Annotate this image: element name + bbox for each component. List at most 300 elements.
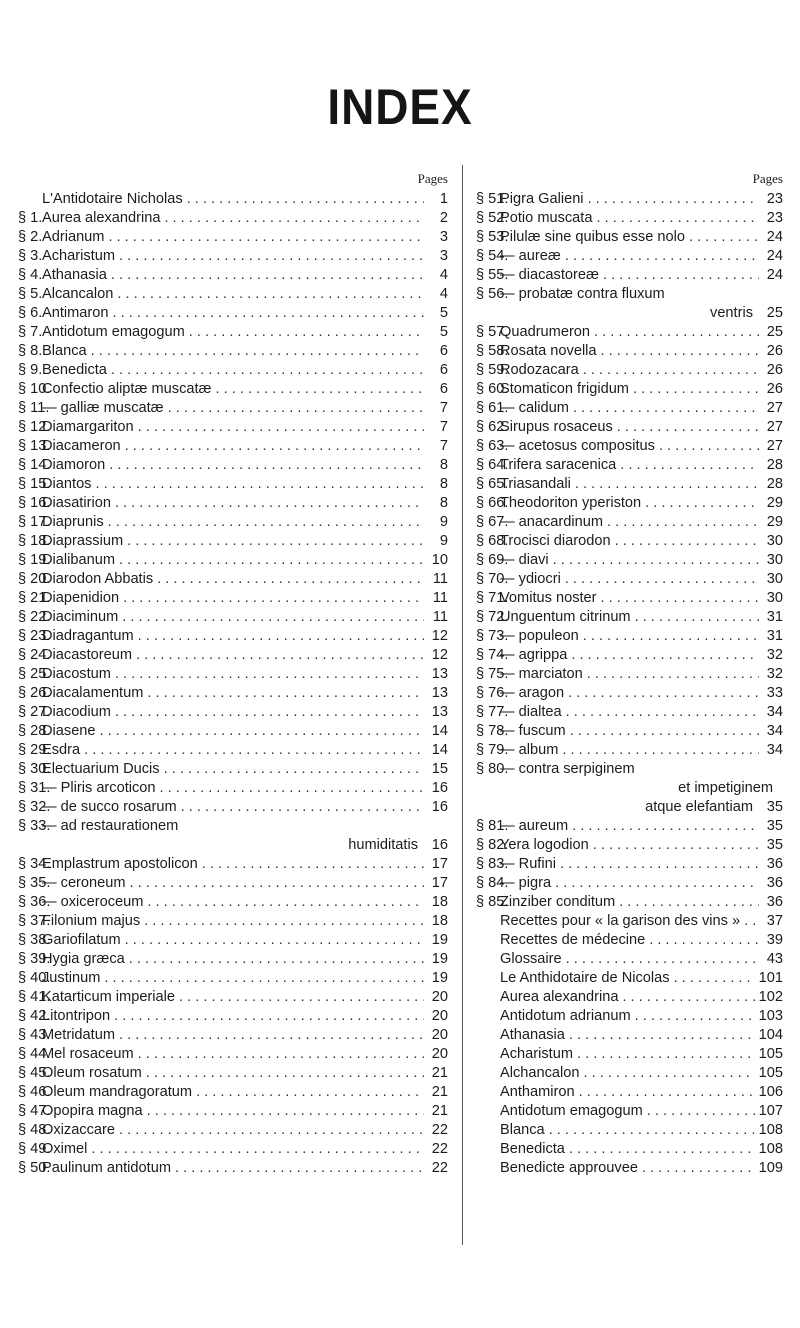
entry-name: — aureum [500,818,569,834]
page-number: 34 [766,723,783,739]
dot-leader [575,475,759,494]
index-entry [18,1083,448,1102]
index-entry [18,950,448,969]
entry-name: Diacameron [42,438,121,454]
index-entry [18,475,448,494]
index-entry [476,1064,783,1083]
dot-leader [601,589,759,608]
index-entry [18,228,448,247]
dot-leader [572,817,759,836]
index-entry [476,855,783,874]
page-number: 105 [758,1046,783,1062]
entry-name: humiditatis [348,837,418,853]
section-number: § 23. [18,628,51,644]
entry-name: Diapenidion [42,590,120,606]
section-number: § 1. [18,210,43,226]
index-entry [18,190,448,209]
dot-leader [130,874,424,893]
dot-leader [125,437,424,456]
index-entry [476,380,783,399]
dot-leader [615,532,759,551]
section-number: § 18. [18,533,51,549]
page-number: 13 [431,685,448,701]
entry-name: Electuarium Ducis [42,761,160,777]
section-number: § 29. [18,742,51,758]
index-entry [18,532,448,551]
index-entry [18,247,448,266]
page-number: 31 [766,609,783,625]
entry-name: — aureæ [500,248,561,264]
section-number: § 38. [18,932,51,948]
entry-name: et impetiginem [678,780,773,796]
index-entry [18,513,448,532]
page-number: 6 [439,362,448,378]
section-number: § 36. [18,894,51,910]
page-number: 108 [758,1141,783,1157]
section-number: § 43. [18,1027,51,1043]
index-entry [476,361,783,380]
section-number: § 10. [18,381,51,397]
index-entry [18,570,448,589]
page-number: 12 [431,628,448,644]
dot-leader [164,209,424,228]
dot-leader [566,950,759,969]
index-entry [476,228,783,247]
index-entry [18,741,448,760]
dot-leader [181,798,424,817]
entry-name: Benedicta [42,362,107,378]
page-number: 13 [431,666,448,682]
page-number: 33 [766,685,783,701]
entry-name: Diarodon Abbatis [42,571,154,587]
page-number: 34 [766,742,783,758]
section-number: § 13. [18,438,51,454]
page-number: 8 [439,457,448,473]
page-number: 20 [431,1046,448,1062]
entry-name: Diamargariton [42,419,134,435]
index-entry [476,285,783,304]
dot-leader [579,1083,755,1102]
section-number: § 83. [476,856,509,872]
dot-leader [117,285,424,304]
dot-leader [129,950,424,969]
section-number: § 68. [476,533,509,549]
dot-leader [119,247,424,266]
dot-leader [189,323,424,342]
entry-name: — ceroneum [42,875,126,891]
page-number: 23 [766,210,783,226]
index-entry-continuation [476,798,783,817]
dot-leader [179,988,424,1007]
index-entry [476,646,783,665]
index-entry [18,589,448,608]
page-number: 35 [766,818,783,834]
index-entry [476,684,783,703]
index-entry [18,1026,448,1045]
index-entry-continuation [476,304,783,323]
entry-name: Diaprassium [42,533,124,549]
entry-name: Diadragantum [42,628,134,644]
entry-name: Le Anthidotaire de Nicolas [500,970,670,986]
index-entry [18,798,448,817]
entry-name: atque elefantiam [645,799,753,815]
index-entry [18,304,448,323]
dot-leader [91,1140,424,1159]
page-number: 34 [766,704,783,720]
page-title: INDEX [327,79,473,135]
page-number: 6 [439,381,448,397]
index-entry [18,285,448,304]
page-number: 109 [758,1160,783,1176]
dot-leader [603,266,759,285]
pages-heading: Pages [417,171,448,186]
section-number: § 80. [476,761,509,777]
entry-name: Quadrumeron [500,324,591,340]
dot-leader [157,570,424,589]
index-entry [18,342,448,361]
section-number: § 21. [18,590,51,606]
section-number: § 62. [476,419,509,435]
index-entry [18,969,448,988]
index-entry [18,760,448,779]
page-number: 29 [766,514,783,530]
index-entry [18,323,448,342]
section-number: § 63. [476,438,509,454]
section-number: § 33. [18,818,51,834]
dot-leader [119,1026,424,1045]
index-entry [18,817,448,836]
section-number: § 55. [476,267,509,283]
section-number: § 59. [476,362,509,378]
page-number: 25 [766,305,783,321]
entry-name: Recettes de médecine [500,932,646,948]
entry-name: Diaciminum [42,609,119,625]
entry-name: Diacostum [42,666,111,682]
entry-name: Opopira magna [42,1103,143,1119]
page-number: 27 [766,400,783,416]
section-number: § 16. [18,495,51,511]
section-number: § 27. [18,704,51,720]
section-number: § 31. [18,780,51,796]
section-number: § 48. [18,1122,51,1138]
page-number: 36 [766,875,783,891]
entry-name: Confectio aliptæ muscatæ [42,381,212,397]
dot-leader [568,684,759,703]
page-number: 16 [431,837,448,853]
dot-leader [649,931,759,950]
dot-leader [119,1121,424,1140]
entry-name: Aurea alexandrina [500,989,619,1005]
dot-leader [111,266,424,285]
page-number: 8 [439,495,448,511]
section-number: § 65. [476,476,509,492]
section-number: § 45. [18,1065,51,1081]
index-entry [18,988,448,1007]
page-number: 21 [431,1065,448,1081]
entry-name: Filonium majus [42,913,141,929]
entry-name: Katarticum imperiale [42,989,176,1005]
dot-leader [84,741,424,760]
index-entry [18,437,448,456]
dot-leader [642,1159,755,1178]
dot-leader [619,893,759,912]
entry-name: Antidotum emagogum [42,324,185,340]
entry-name: Theodoriton yperiston [500,495,642,511]
section-number: § 3. [18,248,43,264]
page-number: 28 [766,457,783,473]
section-number: § 8. [18,343,43,359]
index-entry [476,1083,783,1102]
section-number: § 78. [476,723,509,739]
index-entry [476,874,783,893]
section-number: § 14. [18,457,51,473]
index-entry [476,722,783,741]
section-number: § 15. [18,476,51,492]
entry-name: — marciaton [500,666,583,682]
dot-leader [115,665,424,684]
entry-name: — galliæ muscatæ [42,400,164,416]
page-number: 5 [439,305,448,321]
page-number: 36 [766,894,783,910]
index-column-left [18,171,448,1178]
page-number: 22 [431,1122,448,1138]
entry-name: — album [500,742,559,758]
section-number: § 72. [476,609,509,625]
dot-leader [569,1026,755,1045]
index-entry [18,361,448,380]
section-number: § 75. [476,666,509,682]
index-entry [18,456,448,475]
page-number: 105 [758,1065,783,1081]
section-number: § 54. [476,248,509,264]
entry-name: L'Antidotaire Nicholas [42,191,183,207]
dot-leader [635,1007,755,1026]
section-number: § 46. [18,1084,51,1100]
index-entry [476,627,783,646]
page-number: 26 [766,362,783,378]
entry-name: Acharistum [42,248,115,264]
page-number: 16 [431,780,448,796]
section-number: § 19. [18,552,51,568]
dot-leader [659,437,759,456]
section-number: § 40. [18,970,51,986]
index-entry [476,209,783,228]
entry-name: Trifera saracenica [500,457,617,473]
column-divider [462,165,463,1245]
page-number: 3 [439,229,448,245]
page-number: 7 [439,400,448,416]
entry-name: — oxiceroceum [42,894,144,910]
index-entry [476,570,783,589]
dot-leader [147,893,424,912]
dot-leader [583,627,759,646]
entry-name: — acetosus compositus [500,438,655,454]
section-number: § 47. [18,1103,51,1119]
section-number: § 17. [18,514,51,530]
page-number: 17 [431,875,448,891]
entry-name: Aurea alexandrina [42,210,161,226]
page-number: 1 [439,191,448,207]
page-number: 4 [439,286,448,302]
page-number: 103 [758,1008,783,1024]
entry-name: Trocisci diarodon [500,533,611,549]
section-number: § 85. [476,894,509,910]
page-number: 36 [766,856,783,872]
entry-name: — probatæ contra fluxum [500,286,665,302]
entry-name: — populeon [500,628,579,644]
section-number: § 37. [18,913,51,929]
page-number: 8 [439,476,448,492]
index-entry [18,874,448,893]
dot-leader [584,1064,755,1083]
section-number: § 28. [18,723,51,739]
section-number: § 44. [18,1046,51,1062]
section-number: § 11. [18,400,50,416]
dot-leader [553,551,759,570]
page-number: 14 [431,742,448,758]
entry-name: — anacardinum [500,514,604,530]
index-entry [18,703,448,722]
entry-name: — diacastoreæ [500,267,599,283]
index-entry [476,190,783,209]
index-entry [476,931,783,950]
section-number: § 79. [476,742,509,758]
page-number: 24 [766,267,783,283]
entry-name: — aragon [500,685,565,701]
section-number: § 41. [18,989,51,1005]
page-number: 30 [766,571,783,587]
index-entry [18,1140,448,1159]
index-entry [476,912,783,931]
entry-name: Pigra Galieni [500,191,584,207]
index-entry [476,1159,783,1178]
page-number: 35 [766,799,783,815]
entry-name: — agrippa [500,647,568,663]
section-number: § 61. [476,400,509,416]
index-entry [476,969,783,988]
section-number: § 82. [476,837,509,853]
index-entry [18,627,448,646]
dot-leader [113,304,424,323]
entry-name: Diacalamentum [42,685,144,701]
dot-leader [560,855,759,874]
index-entry [476,266,783,285]
dot-leader [109,456,424,475]
dot-leader [588,190,759,209]
index-entry [18,684,448,703]
dot-leader [555,874,759,893]
index-entry [476,456,783,475]
entry-name: Stomaticon frigidum [500,381,629,397]
dot-leader [147,1102,424,1121]
dot-leader [594,323,759,342]
page-number: 19 [431,970,448,986]
entry-name: Athanasia [500,1027,565,1043]
index-entry [18,912,448,931]
dot-leader [127,532,424,551]
section-number: § 60. [476,381,509,397]
page-number: 19 [431,951,448,967]
index-entry [476,323,783,342]
index-entry [476,418,783,437]
entry-name: Diasatirion [42,495,111,511]
page-number: 22 [431,1141,448,1157]
dot-leader [565,247,759,266]
entry-name: Recettes pour « la garison des vins » [500,913,741,929]
page-number: 12 [431,647,448,663]
page-number: 18 [431,913,448,929]
page-number: 27 [766,438,783,454]
index-entry [18,779,448,798]
section-number: § 74. [476,647,509,663]
dot-leader [596,209,759,228]
entry-name: Oxizaccare [42,1122,115,1138]
page-number: 24 [766,229,783,245]
index-entry [476,817,783,836]
page-number: 101 [758,970,783,986]
index-entry [476,665,783,684]
index-entry [476,950,783,969]
entry-name: Hygia græca [42,951,125,967]
section-number: § 34. [18,856,51,872]
entry-name: Zinziber conditum [500,894,616,910]
index-entry [18,1064,448,1083]
section-number: § 4. [18,267,43,283]
entry-name: — ydiocri [500,571,561,587]
entry-name: Gariofilatum [42,932,121,948]
index-entry [476,475,783,494]
dot-leader [571,646,759,665]
entry-name: Antidotum adrianum [500,1008,631,1024]
dot-leader [617,418,759,437]
page-number: 13 [431,704,448,720]
index-entry [476,1007,783,1026]
page-number: 30 [766,590,783,606]
page-number: 21 [431,1103,448,1119]
entry-name: Antimaron [42,305,109,321]
section-number: § 81. [476,818,509,834]
page-number: 27 [766,419,783,435]
page-number: 35 [766,837,783,853]
section-number: § 2. [18,229,43,245]
index-entry [18,1159,448,1178]
section-number: § 51. [476,191,509,207]
entry-name: Paulinum antidotum [42,1160,171,1176]
entry-name: Unguentum citrinum [500,609,631,625]
dot-leader [622,988,754,1007]
section-number: § 58. [476,343,509,359]
section-number: § 39. [18,951,51,967]
section-number: § 64. [476,457,509,473]
section-number: § 56. [476,286,509,302]
section-number: § 67. [476,514,509,530]
page-number: 19 [431,932,448,948]
index-entry [18,1102,448,1121]
dot-leader [138,418,424,437]
dot-leader [125,931,424,950]
page-number: 39 [766,932,783,948]
page-number: 11 [432,590,448,606]
dot-leader [136,646,424,665]
section-number: § 66. [476,495,509,511]
entry-name: Litontripon [42,1008,111,1024]
page-number: 22 [431,1160,448,1176]
page-number: 32 [766,666,783,682]
index-entry [476,247,783,266]
index-entry [18,1121,448,1140]
dot-leader [115,494,424,513]
page-number: 28 [766,476,783,492]
